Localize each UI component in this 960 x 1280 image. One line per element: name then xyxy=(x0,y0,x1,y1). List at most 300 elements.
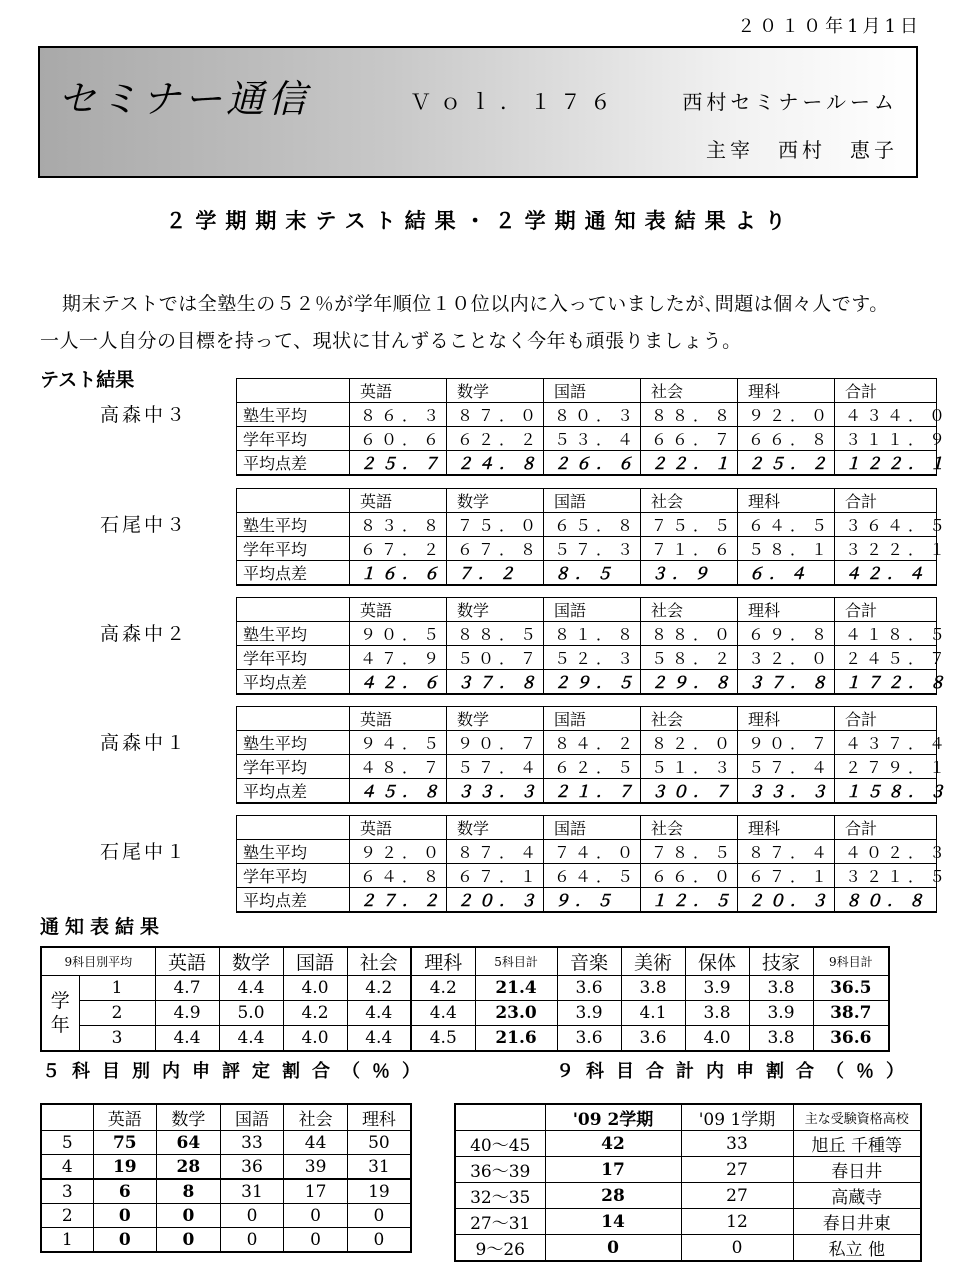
subject-header: 合計 xyxy=(835,598,937,622)
score-diff-cell: ２１．７ xyxy=(544,779,641,804)
score-diff-cell: １５８．３ xyxy=(835,779,937,804)
subject-header: 社会 xyxy=(641,707,738,731)
score-cell: ６４．５ xyxy=(544,864,641,888)
subject-header: 国語 xyxy=(544,598,641,622)
row-label: 塾生平均 xyxy=(237,622,350,646)
score-cell: ５０．７ xyxy=(447,646,544,670)
report-card-row xyxy=(41,1001,889,1026)
school-name: 石尾中１ xyxy=(100,841,189,863)
row-label: 学年平均 xyxy=(237,646,350,670)
nine-subject-table xyxy=(454,1103,922,1262)
score-cell: ３２．０ xyxy=(738,646,835,670)
subject-header: 理科 xyxy=(738,489,835,513)
score-diff-cell: １２２．１ xyxy=(835,451,937,476)
five-row xyxy=(41,1155,411,1180)
score-cell: ６４．５ xyxy=(738,513,835,537)
score-diff-cell: ３３．３ xyxy=(738,779,835,804)
rc-cell: 4.4 xyxy=(219,1026,283,1052)
score-cell: ４１８．５ xyxy=(835,622,937,646)
five-subject-table xyxy=(40,1103,412,1253)
score-diff-cell: ２５．７ xyxy=(350,451,447,476)
volume-number: Ｖｏｌ．１７６ xyxy=(410,90,620,114)
rc-cell: 4.2 xyxy=(347,976,411,1001)
score-cell: ６７．２ xyxy=(350,537,447,561)
nine-header: '09 1学期 xyxy=(681,1104,793,1131)
test-row xyxy=(237,888,937,913)
score-cell: ６５．８ xyxy=(544,513,641,537)
five-cell: 50 xyxy=(347,1131,411,1155)
five-cell: 17 xyxy=(284,1179,348,1204)
nine-row xyxy=(455,1157,921,1183)
test-row xyxy=(237,731,937,755)
five-cell: 6 xyxy=(93,1179,157,1204)
row-label: 学年平均 xyxy=(237,537,350,561)
score-cell: ８８．８ xyxy=(641,403,738,427)
five-cell: 75 xyxy=(93,1131,157,1155)
rc-header: 美術 xyxy=(621,947,685,976)
rc-header: 5科目計 xyxy=(475,947,557,976)
five-cell: 31 xyxy=(220,1179,284,1204)
subject-header: 数学 xyxy=(447,598,544,622)
five-subject-title: ５科目別内申評定割合（％） xyxy=(42,1061,432,1082)
nine-row xyxy=(455,1131,921,1157)
row-label: 学年平均 xyxy=(237,755,350,779)
test-row xyxy=(237,403,937,427)
test-row xyxy=(237,561,937,586)
school-eligibility: 春日井東 xyxy=(793,1209,921,1235)
rc-cell: 4.4 xyxy=(219,976,283,1001)
grade-level: 3 xyxy=(41,1179,93,1204)
rc-header: 音楽 xyxy=(557,947,621,976)
score-cell: ４８．７ xyxy=(350,755,447,779)
subject-header: 英語 xyxy=(350,379,447,403)
five-cell: 33 xyxy=(220,1131,284,1155)
five-cell: 0 xyxy=(347,1204,411,1228)
report-card-row xyxy=(41,976,889,1001)
five-cell: 0 xyxy=(220,1204,284,1228)
test-row xyxy=(237,537,937,561)
subject-header: 理科 xyxy=(738,598,835,622)
corner-cell xyxy=(237,489,350,513)
test-result-table xyxy=(236,815,951,913)
test-row xyxy=(237,646,937,670)
rc-cell: 4.0 xyxy=(685,1026,749,1052)
score-cell: ５３．４ xyxy=(544,427,641,451)
score-cell: ６７．１ xyxy=(447,864,544,888)
subject-header: 数学 xyxy=(447,489,544,513)
score-cell: ８８．５ xyxy=(447,622,544,646)
score-diff-cell: ６．４ xyxy=(738,561,835,586)
subject-header: 社会 xyxy=(641,816,738,840)
score-cell: ２４５．７ xyxy=(835,646,937,670)
subject-header: 合計 xyxy=(835,707,937,731)
five-row xyxy=(41,1204,411,1228)
grade-level: 4 xyxy=(41,1155,93,1180)
rc-header: 技家 xyxy=(749,947,813,976)
score-diff-cell: ３０．７ xyxy=(641,779,738,804)
nine-cell: 0 xyxy=(681,1235,793,1262)
rc-header: 英語 xyxy=(155,947,219,976)
subject-header: 国語 xyxy=(544,489,641,513)
score-cell: ６７．８ xyxy=(447,537,544,561)
score-diff-cell: ７．２ xyxy=(447,561,544,586)
five-cell: 0 xyxy=(93,1228,157,1253)
score-cell: ５２．３ xyxy=(544,646,641,670)
grade-cell: 3 xyxy=(79,1026,155,1052)
rc-cell: 4.5 xyxy=(411,1026,475,1052)
test-header-row xyxy=(237,379,937,403)
five-cell: 39 xyxy=(284,1155,348,1180)
rc-cell: 4.4 xyxy=(347,1001,411,1026)
score-cell: ７８．５ xyxy=(641,840,738,864)
score-diff-cell: ２６．６ xyxy=(544,451,641,476)
nine-cell: 17 xyxy=(545,1157,681,1183)
score-cell: ６６．０ xyxy=(641,864,738,888)
nine-header-row xyxy=(455,1104,921,1131)
school-name: 高森中１ xyxy=(100,732,189,754)
rc-header: 9科目計 xyxy=(813,947,889,976)
test-header-row xyxy=(237,489,937,513)
score-cell: ５１．３ xyxy=(641,755,738,779)
rc-cell: 3.8 xyxy=(621,976,685,1001)
rc-header: 保体 xyxy=(685,947,749,976)
five-cell: 0 xyxy=(157,1228,221,1253)
subject-header: 英語 xyxy=(350,598,447,622)
nine-cell: 14 xyxy=(545,1209,681,1235)
score-cell: ５７．４ xyxy=(738,755,835,779)
score-range: 27～31 xyxy=(455,1209,545,1235)
row-label: 学年平均 xyxy=(237,427,350,451)
subject-header: 数学 xyxy=(447,816,544,840)
subject-header: 数学 xyxy=(447,707,544,731)
score-diff-cell: ３７．８ xyxy=(738,670,835,695)
corner-cell xyxy=(237,816,350,840)
subject-header: 理科 xyxy=(738,379,835,403)
test-row xyxy=(237,864,937,888)
five-cell: 19 xyxy=(347,1179,411,1204)
score-diff-cell: ４２．４ xyxy=(835,561,937,586)
nine-cell: 12 xyxy=(681,1209,793,1235)
score-diff-cell: １２．５ xyxy=(641,888,738,913)
score-cell: ５８．２ xyxy=(641,646,738,670)
score-diff-cell: ３７．８ xyxy=(447,670,544,695)
score-cell: ７５．５ xyxy=(641,513,738,537)
report-card-header-row xyxy=(41,947,889,976)
grade-cell: 1 xyxy=(79,976,155,1001)
score-cell: ３２１．５ xyxy=(835,864,937,888)
corner-cell xyxy=(237,598,350,622)
rc-cell: 4.2 xyxy=(283,1001,347,1026)
test-row xyxy=(237,779,937,804)
nine-cell: 42 xyxy=(545,1131,681,1157)
nine-row xyxy=(455,1235,921,1262)
score-diff-cell: ９．５ xyxy=(544,888,641,913)
rc-cell: 38.7 xyxy=(813,1001,889,1026)
five-cell: 0 xyxy=(347,1228,411,1253)
score-cell: ８６．３ xyxy=(350,403,447,427)
grade-level: 2 xyxy=(41,1204,93,1228)
score-cell: ４３４．０ xyxy=(835,403,937,427)
row-label: 塾生平均 xyxy=(237,403,350,427)
score-range: 9～26 xyxy=(455,1235,545,1262)
rc-cell: 3.9 xyxy=(749,1001,813,1026)
score-diff-cell: ２９．８ xyxy=(641,670,738,695)
rc-cell: 21.6 xyxy=(475,1026,557,1052)
score-cell: ８４．２ xyxy=(544,731,641,755)
rc-cell: 4.4 xyxy=(411,1001,475,1026)
score-diff-cell: １６．６ xyxy=(350,561,447,586)
five-header: 理科 xyxy=(347,1104,411,1131)
school-name: 石尾中３ xyxy=(100,514,189,536)
five-cell: 44 xyxy=(284,1131,348,1155)
score-diff-cell: ３．９ xyxy=(641,561,738,586)
intro-line-2: 一人一人自分の目標を持って、現状に甘んずることなく今年も頑張りましょう。 xyxy=(40,330,742,352)
test-row xyxy=(237,670,937,695)
five-cell: 31 xyxy=(347,1155,411,1180)
school-eligibility: 高蔵寺 xyxy=(793,1183,921,1209)
score-cell: ８１．８ xyxy=(544,622,641,646)
score-cell: ４７．９ xyxy=(350,646,447,670)
score-cell: ８３．８ xyxy=(350,513,447,537)
five-cell: 0 xyxy=(284,1204,348,1228)
score-diff-cell: ２５．２ xyxy=(738,451,835,476)
author-name: 主宰 西村 恵子 xyxy=(706,138,898,162)
test-result-table xyxy=(236,378,951,476)
five-header: 英語 xyxy=(93,1104,157,1131)
five-header: 国語 xyxy=(220,1104,284,1131)
five-cell: 0 xyxy=(284,1228,348,1253)
score-cell: ７１．６ xyxy=(641,537,738,561)
rc-cell: 3.9 xyxy=(685,976,749,1001)
grade-label: 学年 xyxy=(41,976,79,1052)
score-diff-cell: ４２．６ xyxy=(350,670,447,695)
score-diff-cell: ２４．８ xyxy=(447,451,544,476)
score-cell: ２７９．１ xyxy=(835,755,937,779)
score-cell: ６６．８ xyxy=(738,427,835,451)
row-label: 平均点差 xyxy=(237,779,350,804)
score-cell: ６２．５ xyxy=(544,755,641,779)
report-card-table xyxy=(40,946,890,1052)
score-diff-cell: １７２．８ xyxy=(835,670,937,695)
five-cell: 64 xyxy=(157,1131,221,1155)
five-cell: 8 xyxy=(157,1179,221,1204)
subject-header: 社会 xyxy=(641,379,738,403)
score-cell: ４３７．４ xyxy=(835,731,937,755)
subject-header: 社会 xyxy=(641,489,738,513)
rc-header: 数学 xyxy=(219,947,283,976)
subject-header: 英語 xyxy=(350,489,447,513)
rc-cell: 3.6 xyxy=(557,1026,621,1052)
five-row xyxy=(41,1131,411,1155)
row-label: 平均点差 xyxy=(237,670,350,695)
five-header: 社会 xyxy=(284,1104,348,1131)
score-cell: ９０．７ xyxy=(738,731,835,755)
nine-header xyxy=(455,1104,545,1131)
score-cell: ４０２．３ xyxy=(835,840,937,864)
score-cell: ９０．５ xyxy=(350,622,447,646)
grade-level: 5 xyxy=(41,1131,93,1155)
score-cell: ３２２．１ xyxy=(835,537,937,561)
subject-header: 合計 xyxy=(835,816,937,840)
score-range: 32～35 xyxy=(455,1183,545,1209)
nine-cell: 27 xyxy=(681,1157,793,1183)
score-cell: ３６４．５ xyxy=(835,513,937,537)
rc-cell: 23.0 xyxy=(475,1001,557,1026)
rc-cell: 3.9 xyxy=(557,1001,621,1026)
rc-cell: 4.9 xyxy=(155,1001,219,1026)
score-cell: ８０．３ xyxy=(544,403,641,427)
score-cell: ８２．０ xyxy=(641,731,738,755)
row-label: 平均点差 xyxy=(237,451,350,476)
nine-cell: 33 xyxy=(681,1131,793,1157)
subject-header: 合計 xyxy=(835,379,937,403)
score-diff-cell: ８．５ xyxy=(544,561,641,586)
rc-cell: 36.6 xyxy=(813,1026,889,1052)
test-row xyxy=(237,513,937,537)
score-diff-cell: ２０．３ xyxy=(447,888,544,913)
five-row xyxy=(41,1228,411,1253)
rc-cell: 4.4 xyxy=(347,1026,411,1052)
score-cell: ５７．３ xyxy=(544,537,641,561)
score-cell: ５７．４ xyxy=(447,755,544,779)
score-cell: ８７．４ xyxy=(738,840,835,864)
five-header: 数学 xyxy=(157,1104,221,1131)
test-header-row xyxy=(237,707,937,731)
score-cell: ７４．０ xyxy=(544,840,641,864)
rc-cell: 5.0 xyxy=(219,1001,283,1026)
rc-cell: 4.0 xyxy=(283,1026,347,1052)
subject-header: 数学 xyxy=(447,379,544,403)
subject-header: 英語 xyxy=(350,707,447,731)
five-header xyxy=(41,1104,93,1131)
row-label: 塾生平均 xyxy=(237,513,350,537)
score-cell: ８８．０ xyxy=(641,622,738,646)
score-cell: ９０．７ xyxy=(447,731,544,755)
test-row xyxy=(237,451,937,476)
grade-level: 1 xyxy=(41,1228,93,1253)
rc-cell: 21.4 xyxy=(475,976,557,1001)
article-heading: ２学期期末テスト結果・２学期通知表結果より xyxy=(165,208,795,233)
test-row xyxy=(237,622,937,646)
nine-cell: 0 xyxy=(545,1235,681,1262)
row-label: 学年平均 xyxy=(237,864,350,888)
score-range: 36～39 xyxy=(455,1157,545,1183)
five-cell: 28 xyxy=(157,1155,221,1180)
score-cell: ３１１．９ xyxy=(835,427,937,451)
score-cell: ６７．１ xyxy=(738,864,835,888)
rc-cell: 36.5 xyxy=(813,976,889,1001)
corner-cell xyxy=(237,707,350,731)
score-cell: ６６．７ xyxy=(641,427,738,451)
five-header-row xyxy=(41,1104,411,1131)
test-row xyxy=(237,840,937,864)
subject-header: 国語 xyxy=(544,707,641,731)
five-cell: 0 xyxy=(93,1204,157,1228)
row-label: 平均点差 xyxy=(237,561,350,586)
test-row xyxy=(237,427,937,451)
score-diff-cell: ２０．３ xyxy=(738,888,835,913)
score-cell: ６９．８ xyxy=(738,622,835,646)
test-result-table xyxy=(236,706,951,804)
score-cell: ６０．６ xyxy=(350,427,447,451)
subject-header: 合計 xyxy=(835,489,937,513)
test-header-row xyxy=(237,598,937,622)
intro-line-1: 期末テストでは全塾生の５２％が学年順位１０位以内に入っていましたが､問題は個々人です。 xyxy=(62,293,889,315)
score-cell: ６４．８ xyxy=(350,864,447,888)
test-result-table xyxy=(236,488,951,586)
score-diff-cell: ２９．５ xyxy=(544,670,641,695)
nine-row xyxy=(455,1183,921,1209)
score-cell: ６２．２ xyxy=(447,427,544,451)
test-row xyxy=(237,755,937,779)
nine-header: '09 2学期 xyxy=(545,1104,681,1131)
test-header-row xyxy=(237,816,937,840)
score-cell: ８７．４ xyxy=(447,840,544,864)
subject-header: 理科 xyxy=(738,707,835,731)
nine-subject-title: ９科目合計内申割合（％） xyxy=(556,1061,916,1082)
school-eligibility: 旭丘 千種等 xyxy=(793,1131,921,1157)
five-cell: 0 xyxy=(157,1204,221,1228)
report-card-corner: 9科目別平均 xyxy=(41,947,155,976)
rc-cell: 4.0 xyxy=(283,976,347,1001)
school-eligibility: 春日井 xyxy=(793,1157,921,1183)
five-row xyxy=(41,1179,411,1204)
rc-cell: 3.8 xyxy=(749,976,813,1001)
five-cell: 19 xyxy=(93,1155,157,1180)
row-label: 塾生平均 xyxy=(237,731,350,755)
rc-header: 社会 xyxy=(347,947,411,976)
test-result-table xyxy=(236,597,951,695)
test-results-title: テスト結果 xyxy=(40,369,135,391)
score-diff-cell: ４５．８ xyxy=(350,779,447,804)
school-name: 高森中３ xyxy=(100,404,189,426)
newsletter-title: セミナー通信 xyxy=(58,77,311,121)
score-diff-cell: ３３．３ xyxy=(447,779,544,804)
rc-cell: 4.7 xyxy=(155,976,219,1001)
score-cell: ５８．１ xyxy=(738,537,835,561)
score-cell: ９４．５ xyxy=(350,731,447,755)
rc-header: 国語 xyxy=(283,947,347,976)
nine-cell: 28 xyxy=(545,1183,681,1209)
rc-cell: 4.4 xyxy=(155,1026,219,1052)
subject-header: 国語 xyxy=(544,816,641,840)
five-cell: 0 xyxy=(220,1228,284,1253)
report-card-row xyxy=(41,1026,889,1052)
rc-cell: 3.6 xyxy=(621,1026,685,1052)
report-card-title: 通知表結果 xyxy=(40,916,166,938)
rc-cell: 3.8 xyxy=(749,1026,813,1052)
issue-date: ２０１０年1月1日 xyxy=(737,16,922,37)
score-cell: ９２．０ xyxy=(350,840,447,864)
subject-header: 国語 xyxy=(544,379,641,403)
rc-cell: 3.6 xyxy=(557,976,621,1001)
score-diff-cell: ２２．１ xyxy=(641,451,738,476)
newsletter-header xyxy=(38,46,918,178)
score-range: 40～45 xyxy=(455,1131,545,1157)
rc-cell: 4.2 xyxy=(411,976,475,1001)
nine-row xyxy=(455,1209,921,1235)
subject-header: 社会 xyxy=(641,598,738,622)
nine-cell: 27 xyxy=(681,1183,793,1209)
rc-cell: 4.1 xyxy=(621,1001,685,1026)
rc-cell: 3.8 xyxy=(685,1001,749,1026)
five-cell: 36 xyxy=(220,1155,284,1180)
row-label: 平均点差 xyxy=(237,888,350,913)
grade-cell: 2 xyxy=(79,1001,155,1026)
rc-header: 理科 xyxy=(411,947,475,976)
nine-header: 主な受験資格高校 xyxy=(793,1104,921,1131)
school-eligibility: 私立 他 xyxy=(793,1235,921,1262)
